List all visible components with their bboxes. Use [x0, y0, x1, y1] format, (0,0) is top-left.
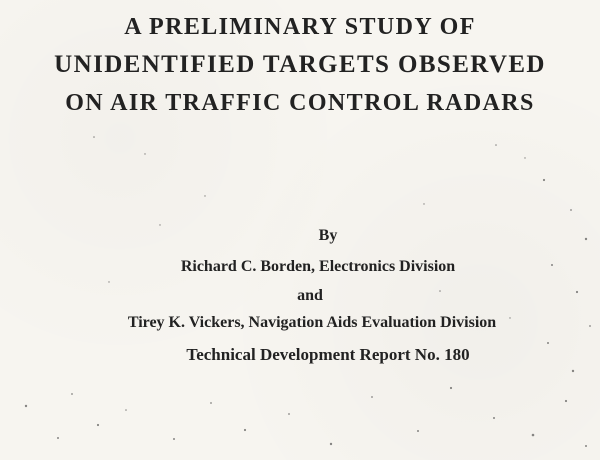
title-line-3: ON AIR TRAFFIC CONTROL RADARS: [65, 90, 535, 116]
title-line-1: A PRELIMINARY STUDY OF: [124, 14, 476, 40]
author-1-line: Richard C. Borden, Electronics Division: [180, 258, 456, 275]
author-2-line: Tirey K. Vickers, Navigation Aids Evaluation Division: [127, 314, 497, 331]
report-number: Technical Development Report No. 180: [186, 345, 470, 364]
by-label: By: [318, 227, 338, 244]
title-line-2: UNIDENTIFIED TARGETS OBSERVED: [54, 51, 546, 78]
and-label: and: [297, 287, 323, 304]
document-title: [0, 8, 600, 122]
